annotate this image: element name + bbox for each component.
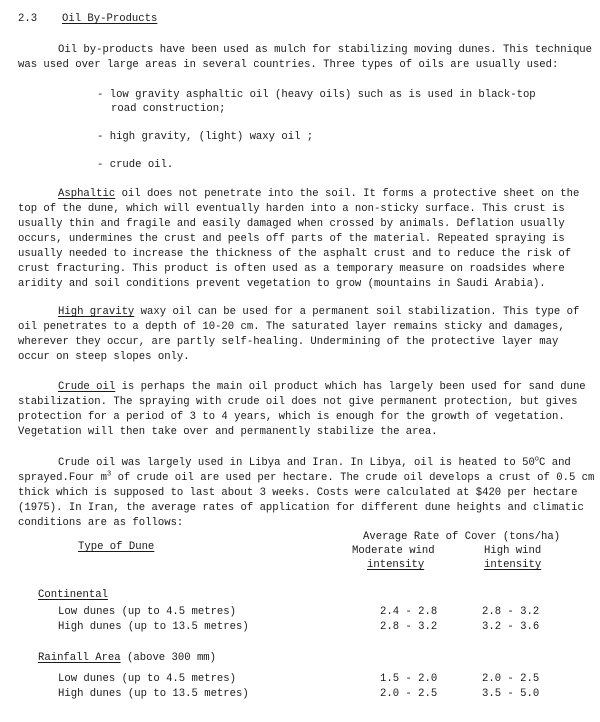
table-cell-moderate: 2.0 - 2.5 bbox=[380, 688, 438, 700]
table-col-type-header: Type of Dune bbox=[78, 541, 155, 553]
table-group-continental: Continental bbox=[38, 589, 108, 601]
table-col-moderate-header: Moderate wind bbox=[352, 545, 435, 557]
table-col-moderate-header-2: intensity bbox=[367, 559, 425, 571]
table-cell-high: 2.0 - 2.5 bbox=[482, 673, 540, 685]
term-asphaltic: Asphaltic bbox=[58, 188, 116, 200]
paragraph-first-line: High gravity waxy oil can be used for a permanent soil stabilization. This type of bbox=[58, 306, 580, 318]
table-group-header: Average Rate of Cover (tons/ha) bbox=[363, 531, 561, 543]
paragraph-line: usually thin and fragile and easily damaged when crossed by animals. Deflation usually bbox=[18, 218, 565, 230]
table-row-type: Low dunes (up to 4.5 metres) bbox=[58, 606, 237, 618]
table-cell-moderate: 2.4 - 2.8 bbox=[380, 606, 438, 618]
paragraph-line: top of the dune, which will eventually harden into a non-sticky surface. This crust is bbox=[18, 203, 565, 215]
paragraph-line: Vegetation will then take over and permanently stabilize the area. bbox=[18, 426, 438, 438]
paragraph-line: stabilization. The spraying with crude oil does not give permanent protection, but gives bbox=[18, 396, 578, 408]
table-cell-moderate: 1.5 - 2.0 bbox=[380, 673, 438, 685]
bullet-item-continued: road construction; bbox=[111, 103, 226, 115]
table-group-rainfall: Rainfall Area (above 300 mm) bbox=[38, 652, 217, 664]
paragraph-line: occur on steep slopes only. bbox=[18, 351, 190, 363]
table-cell-moderate: 2.8 - 3.2 bbox=[380, 621, 438, 633]
paragraph-line: usually needed to increase the thickness of the asphalt crust and to reduce the risk of bbox=[18, 248, 572, 260]
paragraph-line: conditions are as follows: bbox=[18, 517, 184, 529]
table-col-high-header-2: intensity bbox=[484, 559, 542, 571]
intro-line-1: Oil by-products have been used as mulch for stabilizing moving dunes. This technique bbox=[58, 44, 593, 56]
bullet-item: - low gravity asphaltic oil (heavy oils) such as is used in black-top bbox=[97, 89, 536, 101]
table-cell-high: 2.8 - 3.2 bbox=[482, 606, 540, 618]
paragraph-line: sprayed.Four $m^3$ of crude oil are used per hectare. The crude oil develops a crust of 0.5 cm bbox=[18, 470, 595, 484]
paragraph-line: wherever they occur, are partly self-healing. Undermining of the protective layer may bbox=[18, 336, 559, 348]
section-title: Oil By-Products bbox=[62, 13, 158, 25]
paragraph-line: aridity and soil conditions prevent vegetation to grow (mountains in Saudi Arabia). bbox=[18, 278, 546, 290]
table-row-type: High dunes (up to 13.5 metres) bbox=[58, 688, 249, 700]
bullet-item: - high gravity, (light) waxy oil ; bbox=[97, 131, 314, 143]
bullet-item: - crude oil. bbox=[97, 159, 174, 171]
table-cell-high: 3.5 - 5.0 bbox=[482, 688, 540, 700]
paragraph-line: protection for a period of 3 to 4 years, which is enough for the growth of vegetation. bbox=[18, 411, 565, 423]
table-col-high-header: High wind bbox=[484, 545, 542, 557]
paragraph-line: occurs, undermines the crust and peels off parts of the material. Repeated spraying is bbox=[18, 233, 565, 245]
paragraph-first-line: Crude oil is perhaps the main oil product which has largely been used for sand dune bbox=[58, 381, 586, 393]
intro-line-2: was used over large areas in several countries. Three types of oils are usually used: bbox=[18, 59, 559, 71]
table-row-type: High dunes (up to 13.5 metres) bbox=[58, 621, 249, 633]
paragraph-line: crust fracturing. This product is often used as a temporary measure on roadsides where bbox=[18, 263, 565, 275]
table-cell-high: 3.2 - 3.6 bbox=[482, 621, 540, 633]
section-number: 2.3 bbox=[18, 13, 38, 25]
term-high-gravity: High gravity bbox=[58, 306, 135, 318]
term-crude-oil: Crude oil bbox=[58, 381, 116, 393]
paragraph-first-line: Asphaltic oil does not penetrate into the soil. It forms a protective sheet on the bbox=[58, 188, 580, 200]
paragraph-line: thick which is supposed to last about 3 weeks. Costs were calculated at $420 per hectare bbox=[18, 487, 578, 499]
table-row-type: Low dunes (up to 4.5 metres) bbox=[58, 673, 237, 685]
paragraph-line: (1975). In Iran, the average rates of application for different dune heights and climatic bbox=[18, 502, 584, 514]
paragraph-first-line: Crude oil was largely used in Libya and Iran. In Libya, oil is heated to 50$^o$C and bbox=[58, 455, 571, 469]
paragraph-line: oil penetrates to a depth of 10-20 cm. The saturated layer remains sticky and damages, bbox=[18, 321, 565, 333]
